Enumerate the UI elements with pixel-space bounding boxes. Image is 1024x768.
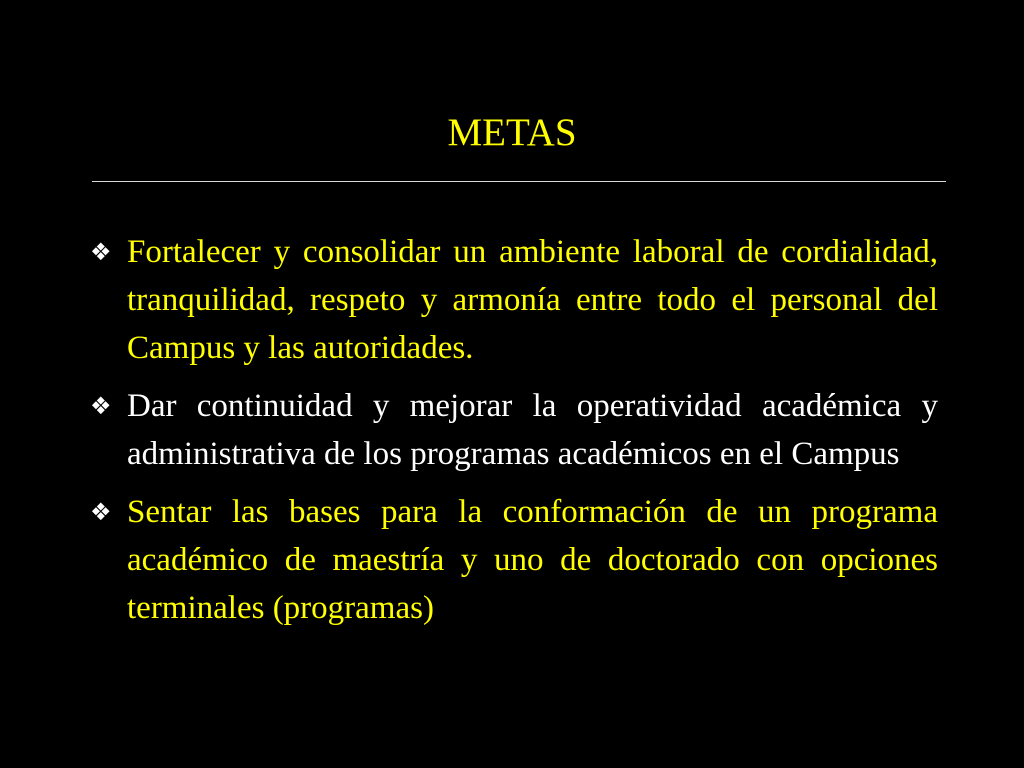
bullet-list	[90, 228, 938, 642]
title-divider	[92, 181, 946, 182]
diamond-bullet-icon: ❖	[90, 498, 112, 526]
bullet-text-2: Dar continuidad y mejorar la operatividad académica y administrativa de los programas académicos en el Campus	[127, 388, 938, 472]
bullet-item-1	[90, 228, 938, 372]
diamond-bullet-icon: ❖	[90, 392, 112, 420]
bullet-item-3	[90, 488, 938, 632]
diamond-bullet-icon: ❖	[90, 238, 112, 266]
slide-title: METAS	[447, 111, 577, 154]
bullet-text-1: Fortalecer y consolidar un ambiente laboral de cordialidad, tranquilidad, respeto y armonía entre todo el personal del Campus y las autoridades.	[127, 234, 938, 366]
bullet-item-2	[90, 382, 938, 478]
bullet-text-3: Sentar las bases para la conformación de un programa académico de maestría y uno de doctorado con opciones terminales (programas)	[127, 494, 938, 626]
